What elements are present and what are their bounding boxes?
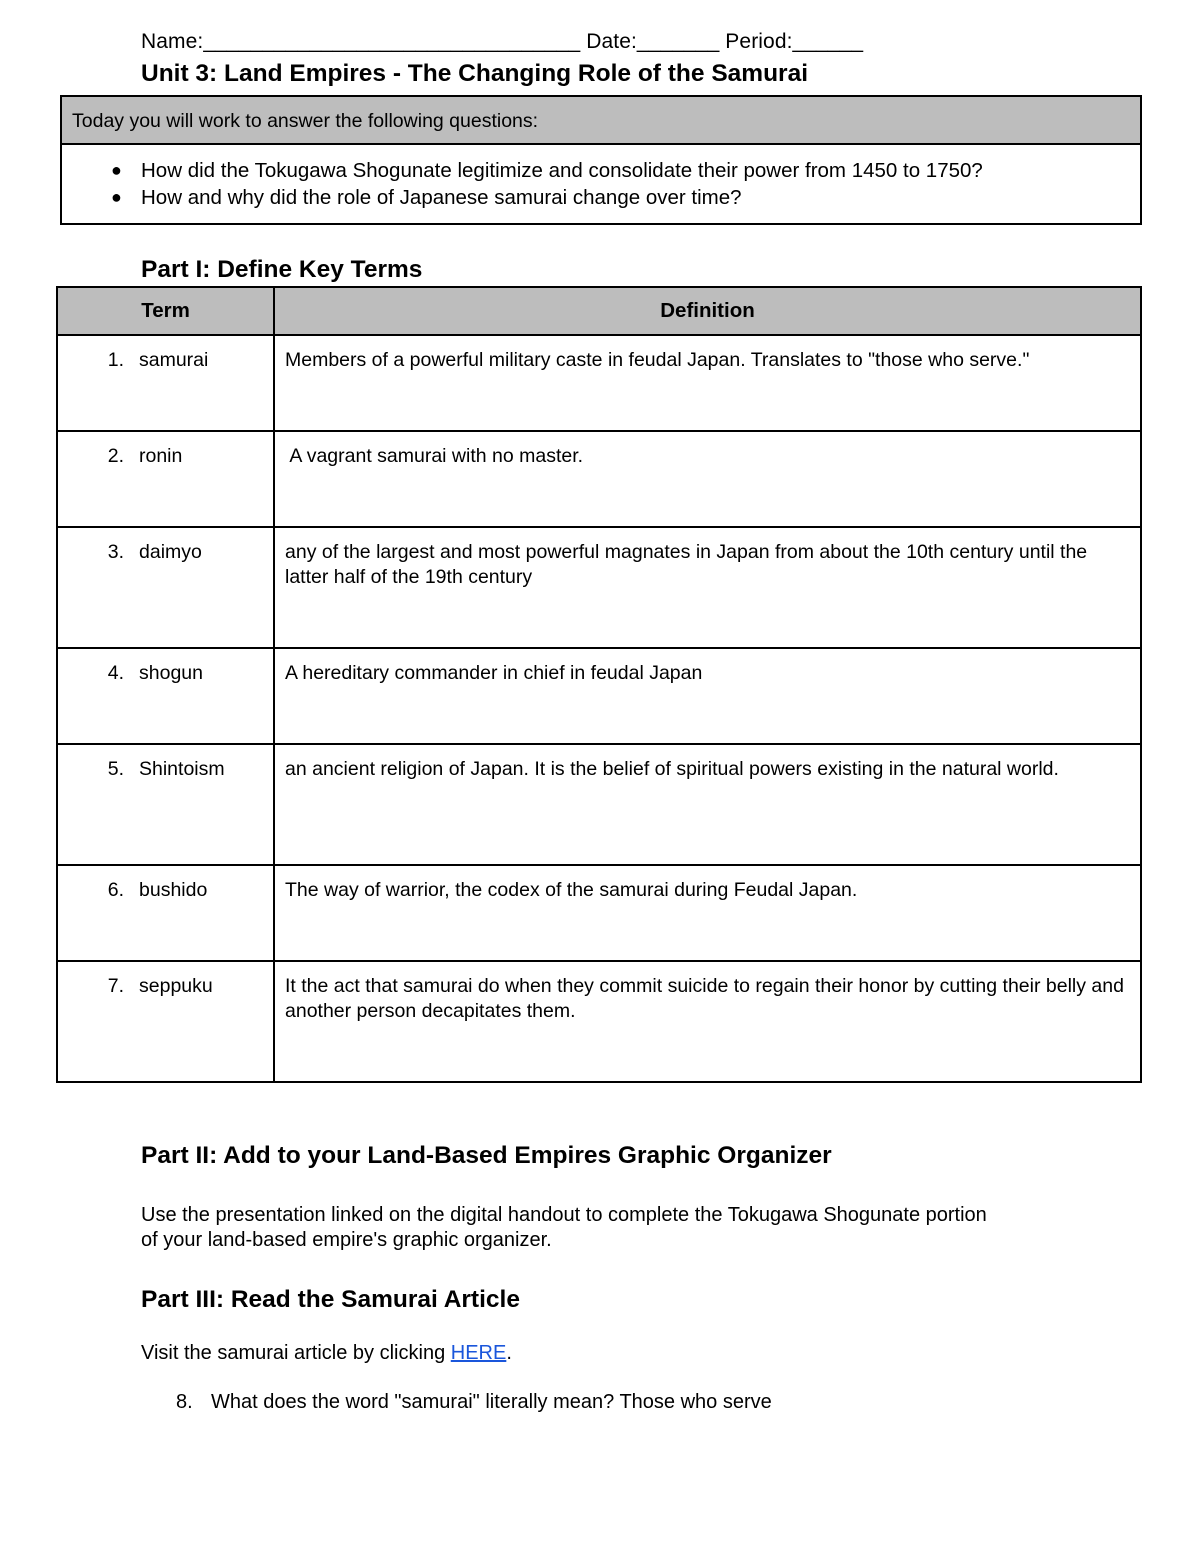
part3-instructions: Visit the samurai article by clicking HERE. bbox=[141, 1342, 512, 1364]
table-row bbox=[57, 527, 1141, 648]
part1-heading: Part I: Define Key Terms bbox=[141, 256, 423, 283]
table-row bbox=[57, 335, 1141, 431]
term-text: daimyo bbox=[139, 541, 202, 563]
guiding-questions-intro: Today you will work to answer the following questions: bbox=[62, 97, 1140, 145]
table-row bbox=[57, 648, 1141, 744]
term-text: shogun bbox=[139, 662, 203, 684]
term-cell bbox=[57, 865, 274, 961]
definition-cell[interactable]: A vagrant samurai with no master. bbox=[274, 431, 1141, 527]
term-number: 4. bbox=[107, 662, 124, 684]
term-text: seppuku bbox=[139, 975, 213, 997]
term-cell bbox=[57, 744, 274, 865]
part3-heading: Part III: Read the Samurai Article bbox=[141, 1286, 520, 1313]
table-row bbox=[57, 431, 1141, 527]
table-row bbox=[57, 961, 1141, 1082]
definition-cell[interactable]: any of the largest and most powerful magnates in Japan from about the 10th century until the latter half of the 19th century bbox=[274, 527, 1141, 648]
definition-cell[interactable]: A hereditary commander in chief in feudal Japan bbox=[274, 648, 1141, 744]
term-number: 5. bbox=[107, 758, 124, 780]
term-number: 7. bbox=[107, 975, 124, 997]
table-header-row bbox=[57, 287, 1141, 335]
part2-instructions: Use the presentation linked on the digital handout to complete the Tokugawa Shogunate portion of your land-based empire's graphic organizer. bbox=[141, 1204, 987, 1251]
term-cell bbox=[57, 527, 274, 648]
table-row bbox=[57, 865, 1141, 961]
guiding-questions-list bbox=[62, 145, 1140, 223]
term-text: bushido bbox=[139, 879, 208, 901]
question-8-text[interactable]: What does the word "samurai" literally mean? Those who serve bbox=[211, 1391, 772, 1413]
definition-cell[interactable]: an ancient religion of Japan. It is the belief of spiritual powers existing in the natural world. bbox=[274, 744, 1141, 865]
table-row bbox=[57, 744, 1141, 865]
term-number: 6. bbox=[107, 879, 124, 901]
term-text: Shintoism bbox=[139, 758, 225, 780]
guiding-questions-box bbox=[60, 95, 1142, 225]
term-number: 2. bbox=[107, 445, 124, 467]
term-cell bbox=[57, 335, 274, 431]
samurai-article-link[interactable]: HERE bbox=[450, 1342, 507, 1364]
definition-column-header: Definition bbox=[274, 287, 1141, 335]
term-number: 3. bbox=[107, 541, 124, 563]
definition-cell[interactable]: Members of a powerful military caste in feudal Japan. Translates to "those who serve." bbox=[274, 335, 1141, 431]
term-cell bbox=[57, 431, 274, 527]
guiding-question: ● How and why did the role of Japanese samurai change over time? bbox=[111, 186, 742, 209]
name-date-period-line: Name:________________________________ Date:_______ Period:______ bbox=[141, 30, 864, 53]
definition-cell[interactable]: The way of warrior, the codex of the samurai during Feudal Japan. bbox=[274, 865, 1141, 961]
guiding-question: ● How did the Tokugawa Shogunate legitimize and consolidate their power from 1450 to 1750? bbox=[111, 159, 983, 182]
term-number: 1. bbox=[107, 349, 124, 371]
key-terms-table bbox=[56, 286, 1142, 1083]
question-8 bbox=[176, 1391, 772, 1414]
part2-heading: Part II: Add to your Land-Based Empires Graphic Organizer bbox=[141, 1142, 832, 1169]
term-text: samurai bbox=[139, 349, 209, 371]
bullet-icon: ● bbox=[111, 187, 122, 207]
term-cell bbox=[57, 648, 274, 744]
page-title: Unit 3: Land Empires - The Changing Role of the Samurai bbox=[141, 60, 809, 87]
term-cell bbox=[57, 961, 274, 1082]
term-text: ronin bbox=[139, 445, 183, 467]
bullet-icon: ● bbox=[111, 160, 122, 180]
question-number: 8. bbox=[176, 1391, 193, 1413]
definition-cell[interactable]: It the act that samurai do when they commit suicide to regain their honor by cutting their belly and another person decapitates them. bbox=[274, 961, 1141, 1082]
term-column-header: Term bbox=[57, 287, 274, 335]
